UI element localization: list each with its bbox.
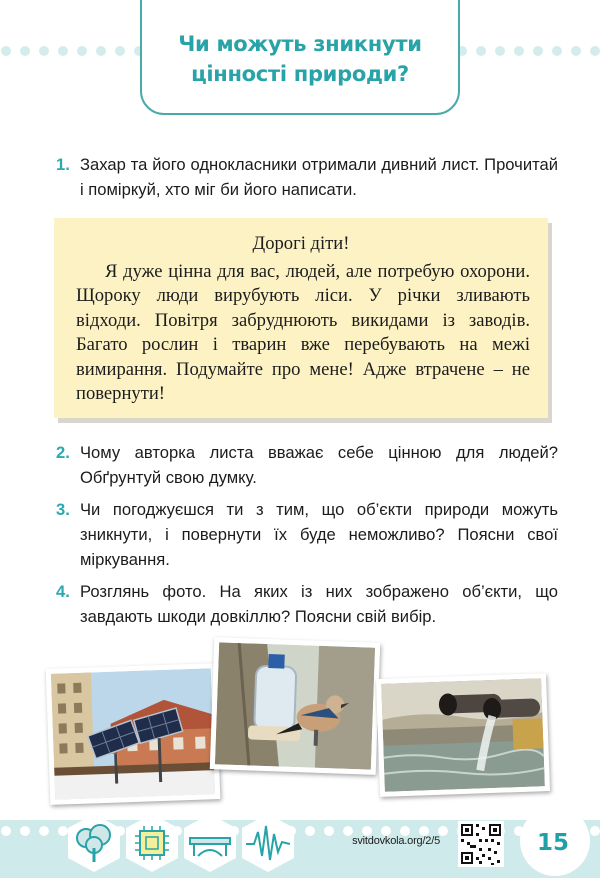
page-title-line-2: цінності природи? — [191, 62, 409, 86]
task-number: 4. — [56, 582, 70, 601]
task-number: 2. — [56, 443, 70, 462]
ribbon-dot — [476, 46, 486, 56]
page-title-line-1: Чи можуть зникнути — [178, 32, 422, 56]
ribbon-dot — [20, 46, 30, 56]
ribbon-dot — [495, 46, 505, 56]
sewage-pipes-photo — [376, 673, 550, 797]
sound-wave-icon — [242, 814, 294, 872]
letter-box — [54, 218, 548, 418]
ribbon-dot — [552, 46, 562, 56]
ribbon-dot — [1, 46, 11, 56]
bridge-icon — [184, 814, 236, 872]
ribbon-dot — [96, 46, 106, 56]
ribbon-dot — [590, 826, 600, 836]
task-text: Чому авторка листа вважає себе цінною для людей? Обґрунтуй свою думку. — [80, 443, 558, 487]
page-title — [160, 29, 440, 89]
ribbon-dot — [39, 46, 49, 56]
ribbon-dot — [1, 826, 11, 836]
letter-body: Я дуже цінна для вас, людей, але потребую охорони. Щороку люди вирубують ліси. У річки зливають відходи. Повітря забруднюють викидами із заводів. Багато рослин і тварин вже перебувають на межі вимирання. Подумайте про мене! Адже втрачене – не повернути! — [76, 261, 530, 405]
ribbon-dot — [590, 46, 600, 56]
ribbon-dot — [58, 46, 68, 56]
qr-code[interactable] — [458, 821, 504, 867]
title-card — [140, 0, 460, 115]
task-number: 1. — [56, 155, 70, 174]
task-number: 3. — [56, 500, 70, 519]
ribbon-dot — [571, 46, 581, 56]
site-url-link[interactable]: svitdovkola.org/2/5 — [352, 835, 440, 847]
page-number: 15 — [536, 830, 569, 856]
ribbon-dot — [115, 46, 125, 56]
footer-icon-row — [60, 812, 310, 877]
task-text: Захар та його однокласники отримали дивний лист. Прочитай і поміркуй, хто міг би його написати. — [80, 155, 558, 199]
solar-panels-photo — [46, 663, 221, 805]
ribbon-dot — [514, 46, 524, 56]
letter-greeting: Дорогі діти! — [252, 233, 350, 254]
chip-icon — [126, 814, 178, 872]
ribbon-dot — [533, 46, 543, 56]
task-text: Чи погоджуєшся ти з тим, що об’єкти природи можуть зникнути, і повернути їх буде неможливо? Поясни свої міркування. — [80, 500, 558, 569]
bird-feeder-photo — [210, 637, 381, 775]
tree-icon — [68, 814, 120, 872]
task-3 — [56, 497, 556, 572]
task-text: Розглянь фото. На яких із них зображено об’єкти, що завдають шкоди довкіллю? Поясни свій вибір. — [80, 582, 558, 626]
task-4 — [56, 579, 556, 629]
task-2 — [56, 440, 556, 490]
ribbon-dot — [39, 826, 49, 836]
ribbon-dot — [77, 46, 87, 56]
task-1 — [56, 152, 556, 202]
ribbon-dot — [20, 826, 30, 836]
